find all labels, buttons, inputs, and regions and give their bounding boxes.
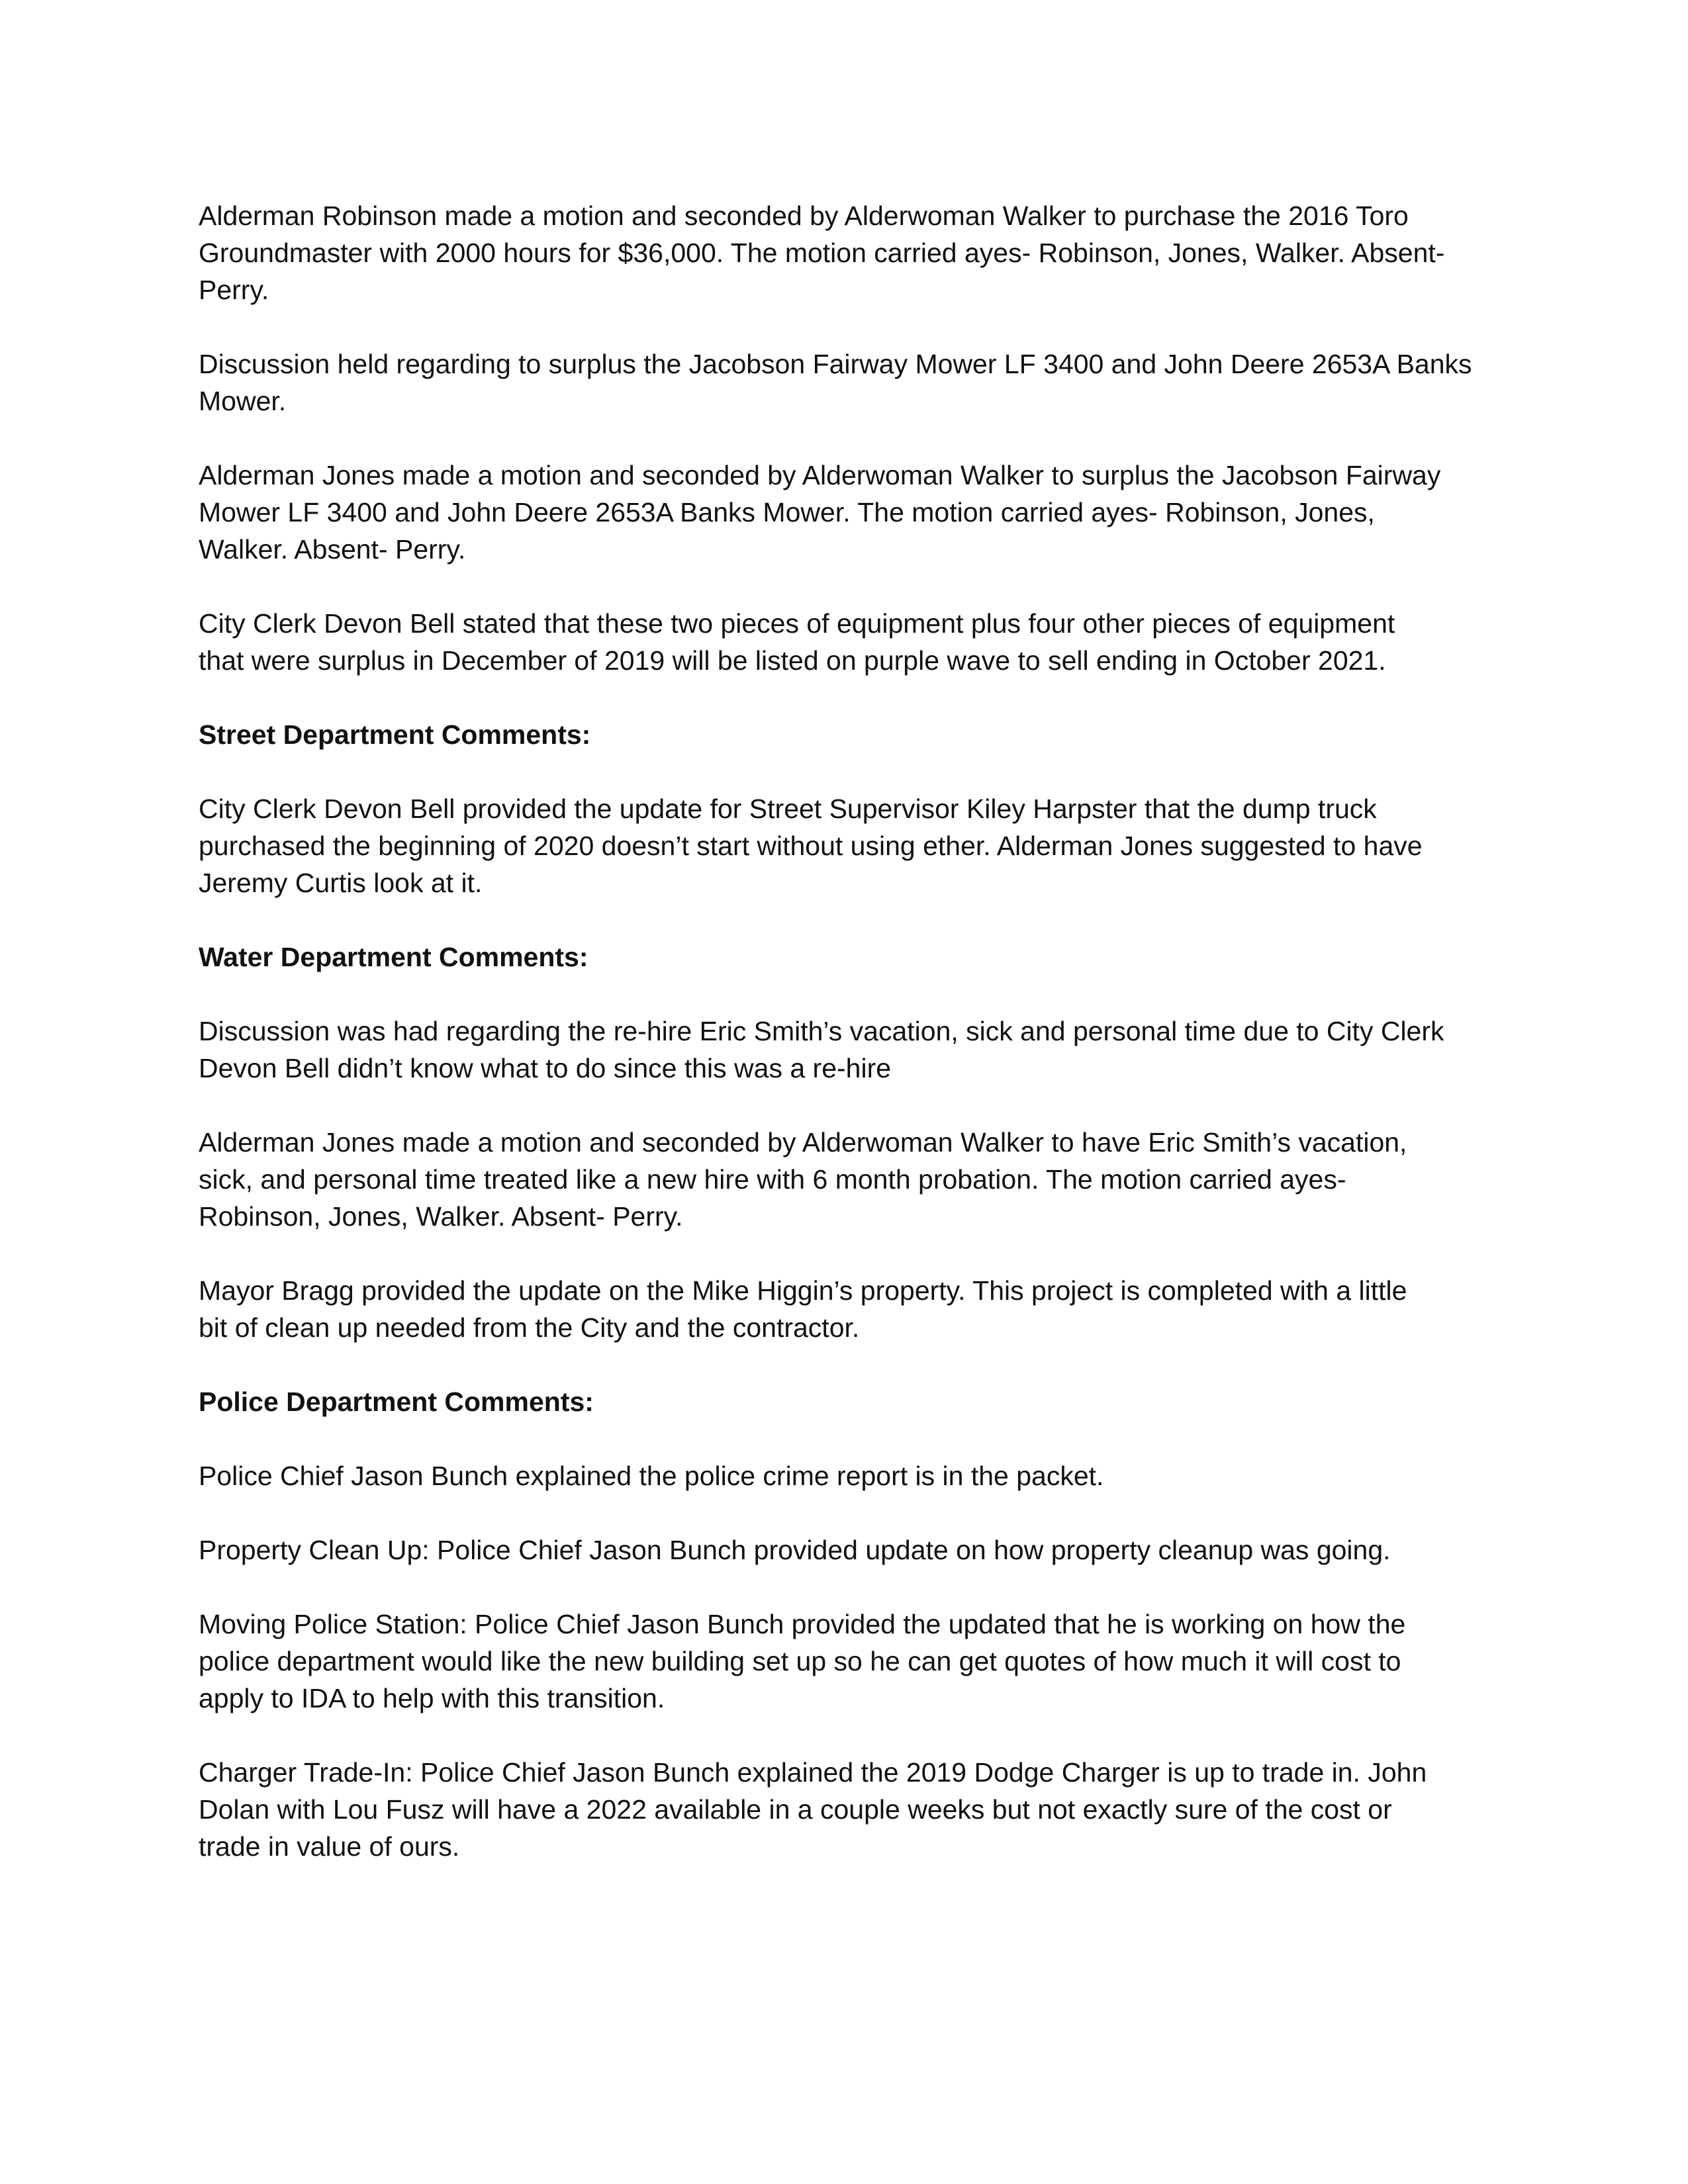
paragraph-surplus-motion [199,457,1509,568]
section-heading-police [199,1383,1509,1420]
text-line: apply to IDA to help with this transition. [199,1683,665,1713]
section-heading-water [199,938,1509,976]
text-line: Devon Bell didn’t know what to do since this was a re-hire [199,1053,892,1083]
text-line: police department would like the new building set up so he can get quotes of how much it will cost to [199,1646,1401,1676]
text-line: Mower LF 3400 and John Deere 2653A Banks Mower. The motion carried ayes- Robinson, Jones, [199,497,1375,527]
text-line: bit of clean up needed from the City and the contractor. [199,1312,860,1343]
text-line: Moving Police Station: Police Chief Jason Bunch provided the updated that he is working on how the [199,1609,1406,1639]
heading-text: Street Department Comments: [199,719,591,750]
text-line: Mower. [199,386,287,416]
section-heading-street [199,716,1509,753]
text-line: Discussion was had regarding the re-hire Eric Smith’s vacation, sick and personal time due to City Clerk [199,1016,1444,1046]
text-line: Discussion held regarding to surplus the Jacobson Fairway Mower LF 3400 and John Deere 2653A Banks [199,349,1472,379]
text-line: Property Clean Up: Police Chief Jason Bunch provided update on how property cleanup was going. [199,1535,1391,1565]
text-line: purchased the beginning of 2020 doesn’t start without using ether. Alderman Jones suggested to have [199,831,1423,861]
text-line: Perry. [199,275,269,305]
text-line: City Clerk Devon Bell stated that these two pieces of equipment plus four other pieces of equipment [199,608,1395,639]
heading-text: Police Department Comments: [199,1387,594,1417]
heading-text: Water Department Comments: [199,942,588,972]
text-line: Walker. Absent- Perry. [199,534,466,565]
paragraph-rehire-motion [199,1124,1509,1235]
text-line: Alderman Jones made a motion and seconded by Alderwoman Walker to have Eric Smith’s vacation, [199,1127,1407,1158]
text-line: Groundmaster with 2000 hours for $36,000. The motion carried ayes- Robinson, Jones, Walker. Absent- [199,238,1445,268]
paragraph-crime-report [199,1457,1509,1494]
paragraph-moving-station [199,1606,1509,1717]
text-line: Robinson, Jones, Walker. Absent- Perry. [199,1201,683,1232]
text-line: trade in value of ours. [199,1831,460,1862]
text-line: Charger Trade-In: Police Chief Jason Bunch explained the 2019 Dodge Charger is up to trade in. John [199,1757,1427,1788]
paragraph-charger-trade-in [199,1754,1509,1865]
text-line: Alderman Jones made a motion and seconded by Alderwoman Walker to surplus the Jacobson Fairway [199,460,1441,490]
text-line: Jeremy Curtis look at it. [199,868,483,898]
text-line: Police Chief Jason Bunch explained the police crime report is in the packet. [199,1461,1104,1491]
text-line: that were surplus in December of 2019 will be listed on purple wave to sell ending in October 2021. [199,645,1386,676]
paragraph-rehire-discussion [199,1013,1509,1087]
paragraph-toro-motion [199,197,1509,308]
paragraph-higgins-property [199,1272,1509,1346]
text-line: City Clerk Devon Bell provided the update for Street Supervisor Kiley Harpster that the dump truck [199,794,1377,824]
paragraph-property-cleanup [199,1531,1509,1569]
text-line: sick, and personal time treated like a new hire with 6 month probation. The motion carried ayes- [199,1164,1346,1195]
paragraph-dump-truck [199,790,1509,901]
text-line: Alderman Robinson made a motion and seconded by Alderwoman Walker to purchase the 2016 Toro [199,201,1409,231]
paragraph-surplus-discussion [199,345,1509,420]
document-body [199,197,1509,1902]
text-line: Dolan with Lou Fusz will have a 2022 available in a couple weeks but not exactly sure of the cost or [199,1794,1392,1825]
text-line: Mayor Bragg provided the update on the Mike Higgin’s property. This project is completed with a little [199,1275,1407,1306]
paragraph-purple-wave [199,605,1509,679]
